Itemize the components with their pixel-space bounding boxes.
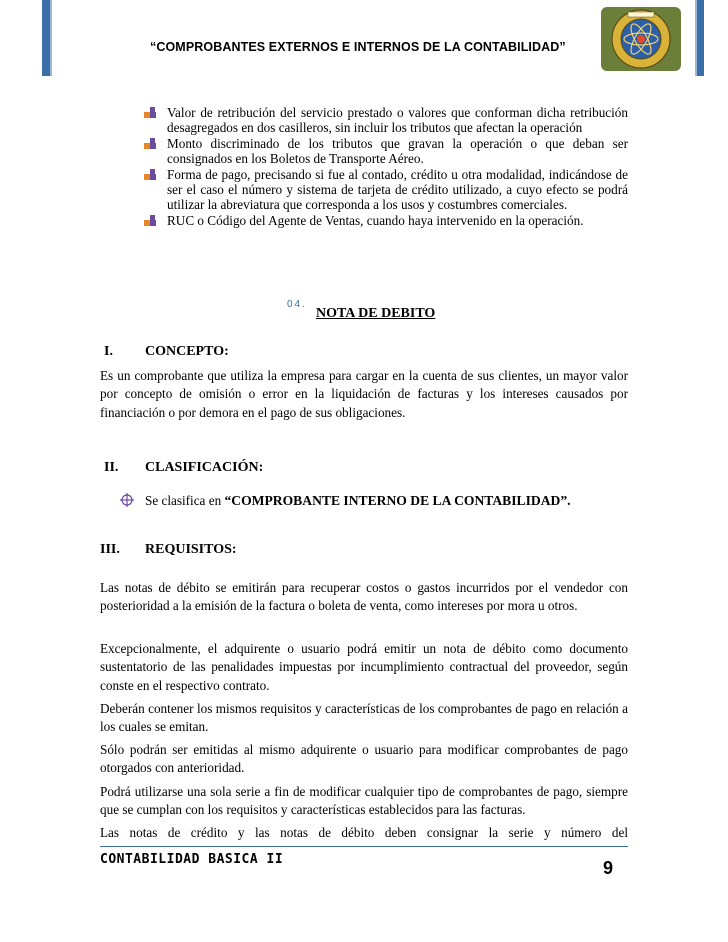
requisitos-paragraph: Las notas de débito se emitirán para recuperar costos o gastos incurridos por el vendedor con posterioridad a la emisión de la factura o boleta de venta, como intereses por mora u otros. [100,580,628,614]
requisitos-numeral: III. [100,542,120,557]
bullet-icon [144,215,156,226]
bullet-list [142,105,628,228]
list-item [142,136,628,167]
bullet-icon [144,169,156,180]
list-item-text: Monto discriminado de los tributos que gravan la operación o que deban ser consignados en los Boletos de Transporte Aéreo. [167,135,628,167]
footer-label: CONTABILIDAD BASICA II [100,852,284,867]
requisitos-paragraph: Deberán contener los mismos requisitos y características de los comprobantes de pago en relación a los cuales se emitan. [100,701,628,735]
list-item-text: RUC o Código del Agente de Ventas, cuando haya intervenido en la operación. [167,212,584,228]
requisitos-paragraph: Sólo podrán ser emitidas al mismo adquirente o usuario para modificar comprobantes de pago otorgados con anterioridad. [100,742,628,776]
clasificacion-heading: CLASIFICACIÓN: [145,460,264,475]
list-item [142,167,628,213]
crosshair-bullet-icon [120,493,134,507]
requisitos-paragraph: Excepcionalmente, el adquirente o usuario podrá emitir un nota de débito como documento sustentatorio de las penalidades impuestas por incumplimiento contractual del proveedor, según conste en el respectivo contrato. [100,641,628,693]
university-logo [597,5,685,73]
bullet-icon [144,107,156,118]
bullet-icon [144,138,156,149]
list-item-text: Forma de pago, precisando si fue al contado, crédito u otra modalidad, indicándose de ser el caso el número y sistema de tarjeta de crédito utilizado, a cuyo efecto se podrá utilizar la abreviatura que corresponda a los usos y costumbres comerciales. [167,166,628,213]
clasificacion-value: “COMPROBANTE INTERNO DE LA CONTABILIDAD”. [224,493,571,508]
concepto-heading: CONCEPTO: [145,344,229,359]
page-number: 9 [603,858,614,878]
header-right-bar [695,0,704,76]
header-title: “COMPROBANTES EXTERNOS E INTERNOS DE LA CONTABILIDAD” [150,40,566,54]
header-left-bar [42,0,52,76]
requisitos-paragraph: Las notas de crédito y las notas de débito deben consignar la serie y número del [100,825,628,840]
clasificacion-prefix: Se clasifica en [145,493,225,508]
requisitos-heading: REQUISITOS: [145,542,237,557]
list-item-text: Valor de retribución del servicio prestado o valores que conforman dicha retribución desagregados en dos casilleros, sin incluir los tributos que afectan la operación [167,105,628,136]
requisitos-paragraph: Podrá utilizarse una sola serie a fin de modificar cualquier tipo de comprobantes de pago, siempre que se cumplan con los requisitos y características establecidos para las facturas. [100,784,628,818]
list-item [142,213,628,228]
concepto-text: Es un comprobante que utiliza la empresa para cargar en la cuenta de sus clientes, un mayor valor por concepto de omisión o error en la liquidación de facturas y los intereses causados por financiación o por demora en el pago de sus obligaciones. [100,368,628,420]
section-title: NOTA DE DEBITO [316,306,436,321]
list-item [142,105,628,136]
concepto-numeral: I. [104,344,113,359]
clasificacion-line [145,493,571,509]
clasificacion-numeral: II. [104,460,119,475]
section-number: 04. [287,299,307,310]
footer-rule [100,846,628,847]
